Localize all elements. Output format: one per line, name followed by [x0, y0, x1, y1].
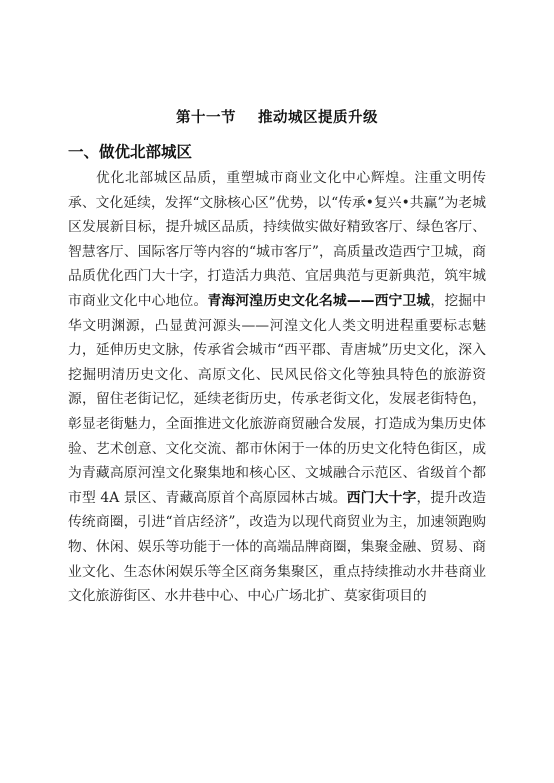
paragraph-run: ，挖掘中华文明渊源，凸显黄河源头——河湟文化人类文明进程重要标志魅力，延伸历史文脉，传承省会城市“西平郡、青唐城”历史文化，深入挖掘明清历史文化、高原文化、民风民俗文化等独具特色的旅游资源，留住老街记忆，延续老街历史，传承老街文化，发展老街特色，彰显老街魅力，全面推进文化旅游商贸融合发展，打造成为集历史体验、艺术创意、文化交流、都市休闲于一体的历史文化特色街区，成为青藏高原河湟文化聚集地和核心区、文城融合示范区、省级首个都市型 4A 景区、青藏高原首个高原园林古城。: [68, 292, 487, 506]
section-title: [0, 106, 554, 127]
paragraph-run: ，提升改造传统商圈，引进“首店经济”，改造为以现代商贸业为主，加速领跑购物、休闲、娱乐等功能于一体的高端品牌商圈，集聚金融、贸易、商业文化、生态休闲娱乐等全区商务集聚区，重点持续推动水井巷商业文化旅游街区、水井巷中心、中心广场北扩、莫家街项目的: [68, 489, 487, 605]
subheading: 一、做优北部城区: [68, 143, 193, 161]
section-title-text: 推动城区提质升级: [258, 110, 378, 126]
highlighted-phrase: 青海河湟历史文化名城——西宁卫城: [207, 292, 431, 309]
highlighted-phrase: 西门大十字: [346, 489, 417, 506]
body-paragraph: [68, 166, 486, 609]
section-number: 第十一节: [176, 110, 236, 126]
paragraph-run: 优化北部城区品质，重塑城市商业文化中心辉煌。注重文明传承、文化延续，发挥“文脉核心区”优势，以“传承•复兴•共赢”为老城区发展新目标，提升城区品质，持续做实做好精致客厅、绿色客厅、智慧客厅、国际客厅等内容的“城市客厅”，高质量改造西宁卫城，商品质优化西门大十字，打造活力典范、宜居典范与更新典范，筑牢城市商业文化中心地位。: [68, 170, 486, 309]
